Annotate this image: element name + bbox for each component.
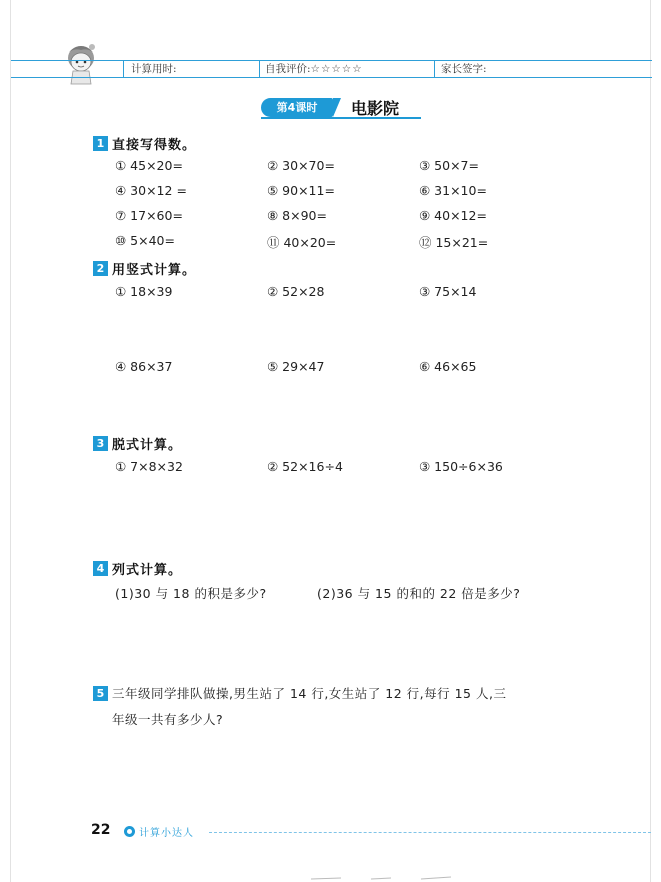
worksheet-page: [10, 0, 651, 882]
problem-item: ⑥ 46×65: [419, 359, 477, 374]
page-title: 电影院: [351, 99, 400, 118]
section-title: 直接写得数。: [112, 137, 197, 153]
problem-item: ② 30×70=: [267, 158, 335, 173]
section-number-badge: 4: [93, 561, 108, 576]
problem-item: ⑤ 29×47: [267, 359, 325, 374]
problem-item: ② 52×28: [267, 284, 325, 299]
lesson-badge: 第4课时: [261, 98, 333, 117]
header-divider: [434, 61, 435, 77]
page-footer: [91, 822, 651, 842]
bullet-circle-icon: [124, 826, 135, 837]
section-4-header: [93, 559, 182, 577]
section-3-header: [93, 434, 182, 452]
header-info-bar: [11, 60, 652, 78]
problem-item: ③ 75×14: [419, 284, 477, 299]
problem-item: ⑤ 90×11=: [267, 183, 335, 198]
header-divider: [123, 61, 124, 77]
problem-item: ② 52×16÷4: [267, 459, 343, 474]
book-name: 计算小达人: [139, 828, 194, 839]
word-problem-line: 三年级同学排队做操,男生站了 14 行,女生站了 12 行,每行 15 人,三: [112, 686, 507, 701]
self-eval-text: 自我评价:: [265, 63, 311, 75]
problem-item: ⑩ 5×40=: [115, 233, 175, 248]
problem-item: ③ 50×7=: [419, 158, 479, 173]
section-1-header: [93, 134, 196, 152]
section-2-header: [93, 259, 196, 277]
word-problem: (2)36 与 15 的和的 22 倍是多少?: [317, 586, 521, 601]
word-problem-line: 年级一共有多少人?: [112, 712, 224, 727]
section-number-badge: 1: [93, 136, 108, 151]
rating-stars-icon[interactable]: ☆☆☆☆☆: [310, 63, 363, 75]
parent-signature-label: 家长签字:: [441, 63, 487, 75]
problem-item: ① 45×20=: [115, 158, 183, 173]
problem-item: ④ 30×12 =: [115, 183, 187, 198]
section-number-badge: 2: [93, 261, 108, 276]
problem-item: ⑧ 8×90=: [267, 208, 327, 223]
problem-item: ⑥ 31×10=: [419, 183, 487, 198]
self-eval-label: [265, 61, 363, 77]
problem-item: ⑫ 15×21=: [419, 235, 489, 250]
problem-item: ⑪ 40×20=: [267, 235, 337, 250]
problem-item: ③ 150÷6×36: [419, 459, 503, 474]
page-number: 22: [91, 822, 111, 838]
problem-item: ⑦ 17×60=: [115, 208, 183, 223]
scan-artifact-icon: [311, 876, 471, 880]
problem-item: ④ 86×37: [115, 359, 173, 374]
section-title: 列式计算。: [112, 562, 183, 578]
word-problem: (1)30 与 18 的积是多少?: [115, 586, 267, 601]
problem-item: ① 18×39: [115, 284, 173, 299]
lesson-title-block: [251, 96, 421, 120]
section-title: 脱式计算。: [112, 437, 183, 453]
time-used-label: 计算用时:: [131, 63, 177, 75]
section-number-badge: 5: [93, 686, 108, 701]
header-divider: [259, 61, 260, 77]
section-5-header: [93, 684, 506, 702]
problem-item: ⑨ 40×12=: [419, 208, 487, 223]
section-title: 用竖式计算。: [112, 262, 197, 278]
footer-dashed-rule: [209, 832, 651, 833]
problem-item: ① 7×8×32: [115, 459, 183, 474]
section-number-badge: 3: [93, 436, 108, 451]
